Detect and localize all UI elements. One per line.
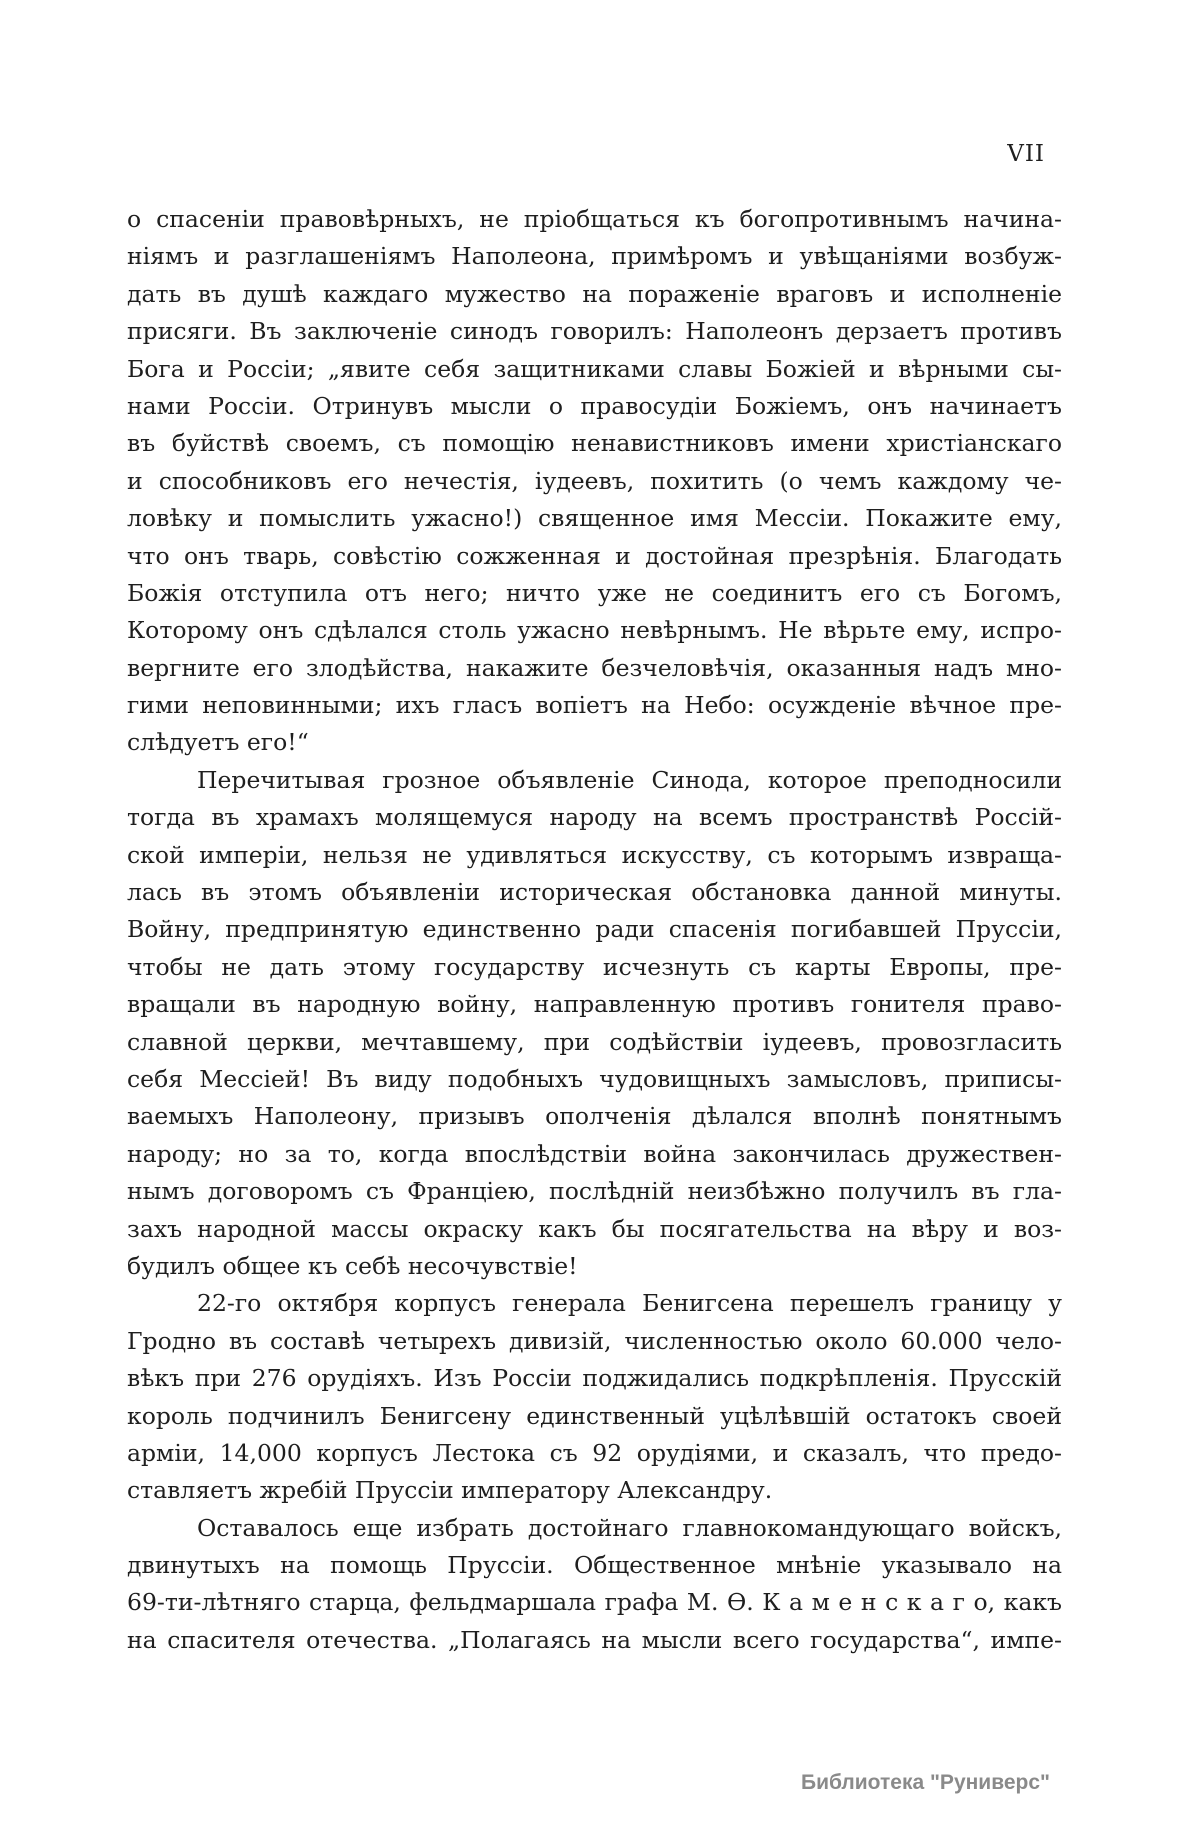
text-line: вѣкъ при 276 орудіяхъ. Изъ Россіи поджидались подкрѣпленія. Прусскій [127, 1364, 1062, 1393]
text-line: на спасителя отечества. „Полагаясь на мысли всего государства“, импе- [127, 1625, 1062, 1654]
text-line: Которому онъ сдѣлался столь ужасно невѣрнымъ. Не вѣрьте ему, испро- [127, 616, 1062, 645]
text-line: ловѣку и помыслить ужасно!) священное имя Мессіи. Покажите ему, [127, 504, 1062, 533]
text-line: двинутыхъ на помощь Пруссіи. Общественное мнѣніе указывало на [127, 1551, 1062, 1580]
text-block [127, 201, 1062, 1659]
text-line: себя Мессіей! Въ виду подобныхъ чудовищныхъ замысловъ, приписы- [127, 1064, 1062, 1093]
text-line: присяги. Въ заключеніе синодъ говорилъ: Наполеонъ дерзаетъ противъ [127, 317, 1062, 346]
text-line: захъ народной массы окраску какъ бы посягательства на вѣру и воз- [127, 1214, 1062, 1243]
text-line: лась въ этомъ объявленіи историческая обстановка данной минуты. [127, 878, 1062, 907]
text-line: ской имперіи, нельзя не удивляться искусству, съ которымъ извраща- [127, 840, 1062, 869]
text-line: о спасеніи правовѣрныхъ, не пріобщаться къ богопротивнымъ начина- [127, 205, 1062, 233]
text-line: 22-го октября корпусъ генерала Бенигсена перешелъ границу у [197, 1289, 1062, 1318]
text-line: Гродно въ составѣ четырехъ дивизій, численностью около 60.000 чело- [127, 1326, 1062, 1355]
text-line: дать въ душѣ каждаго мужество на пораженіе враговъ и исполненіе [127, 279, 1062, 308]
text-line: въ буйствѣ своемъ, съ помощію ненавистниковъ имени христіанскаго [127, 429, 1062, 458]
text-line: вергните его злодѣйства, накажите безчеловѣчія, оказанныя надъ мно- [127, 653, 1062, 682]
runivers-library-watermark: Библиотека "Руниверс" [800, 1771, 1050, 1794]
text-line: гими неповинными; ихъ гласъ вопіетъ на Небо: осужденіе вѣчное пре- [127, 691, 1062, 720]
text-line: ваемыхъ Наполеону, призывъ ополченія дѣлался вполнѣ понятнымъ [127, 1102, 1062, 1131]
page-number: VII [1007, 141, 1045, 167]
text-line: 69-ти-лѣтняго старца, фельдмаршала графа М. Ѳ. К а м е н с к а г о, какъ [127, 1588, 1062, 1617]
text-line: чтобы не дать этому государству исчезнуть съ карты Европы, пре- [127, 952, 1062, 981]
text-line: нымъ договоромъ съ Франціею, послѣдній неизбѣжно получилъ въ гла- [127, 1177, 1062, 1206]
text-line: славной церкви, мечтавшему, при содѣйствіи іудеевъ, провозгласить [127, 1027, 1062, 1056]
text-line: ніямъ и разглашеніямъ Наполеона, примѣромъ и увѣщаніями возбуж- [127, 242, 1062, 271]
text-line: и способниковъ его нечестія, іудеевъ, похитить (о чемъ каждому че- [127, 466, 1062, 495]
text-line: Оставалось еще избрать достойнаго главнокомандующаго войскъ, [197, 1513, 1062, 1542]
text-line: ставляетъ жребій Пруссіи императору Александру. [127, 1476, 773, 1505]
text-line: тогда въ храмахъ молящемуся народу на всемъ пространствѣ Россій- [127, 803, 1062, 832]
text-line: нами Россіи. Отринувъ мысли о правосудіи Божіемъ, онъ начинаетъ [127, 391, 1062, 420]
text-line: слѣдуетъ его!“ [127, 728, 309, 757]
text-line: Бога и Россіи; „явите себя защитниками славы Божіей и вѣрными сы- [127, 354, 1062, 383]
text-line: вращали въ народную войну, направленную противъ гонителя право- [127, 990, 1062, 1019]
text-line: Войну, предпринятую единственно ради спасенія погибавшей Пруссіи, [127, 915, 1062, 944]
text-line: народу; но за то, когда впослѣдствіи война закончилась дружествен- [127, 1139, 1062, 1168]
text-line: Перечитывая грозное объявленіе Синода, которое преподносили [197, 765, 1062, 794]
text-line: арміи, 14,000 корпусъ Лестока съ 92 орудіями, и сказалъ, что предо- [127, 1438, 1062, 1467]
text-line: король подчинилъ Бенигсену единственный уцѣлѣвшій остатокъ своей [127, 1401, 1062, 1430]
text-line: Божія отступила отъ него; ничто уже не соединитъ его съ Богомъ, [127, 578, 1062, 607]
text-line: что онъ тварь, совѣстію сожженная и достойная презрѣнія. Благодать [127, 541, 1062, 570]
text-line: будилъ общее къ себѣ несочувствіе! [127, 1251, 578, 1280]
